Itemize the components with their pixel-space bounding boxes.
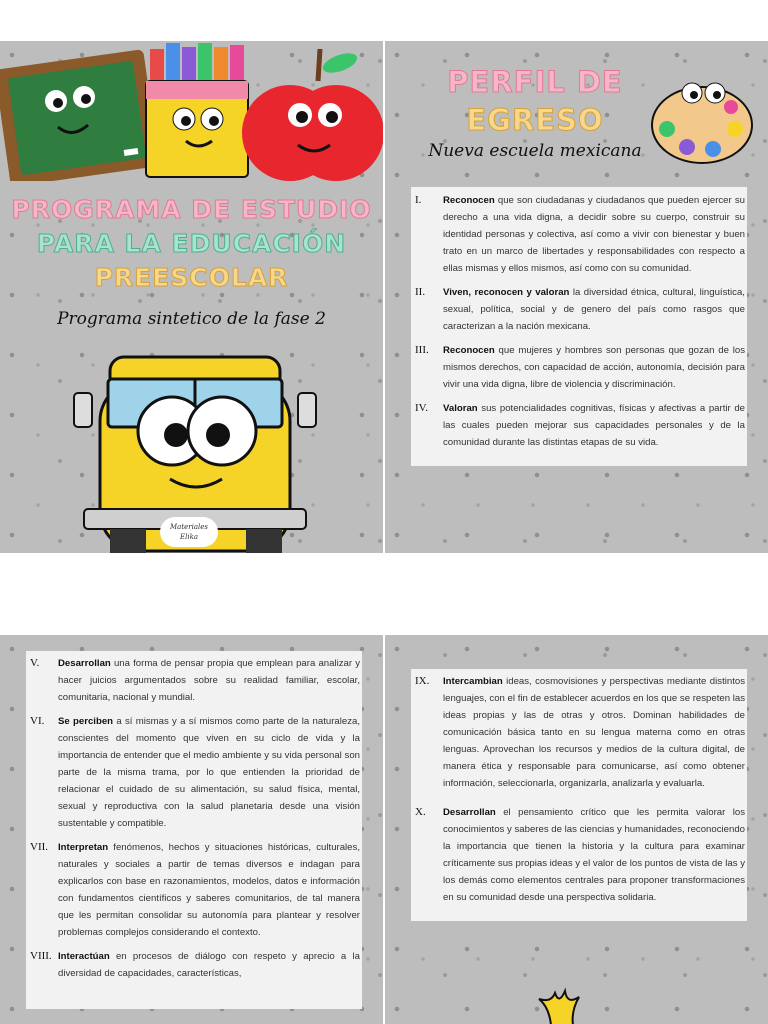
item-keyword: Viven, reconocen y valoran <box>443 287 570 298</box>
item-keyword: Valoran <box>443 403 478 414</box>
cover-title <box>0 193 383 295</box>
list-item <box>415 804 745 906</box>
page-cover <box>0 41 383 553</box>
cover-title-line-2: PARA LA EDUCACIÓN <box>36 229 347 258</box>
chalkboard-icon <box>0 49 159 181</box>
cover-illustration <box>0 41 383 181</box>
item-number: VI. <box>30 715 45 727</box>
crayon-box-icon <box>146 43 248 177</box>
item-text: la diversidad étnica, cultural, linguística, sexual, política, social y de genero del país como rasgos que caracterizan a la nación mexicana. <box>443 287 745 332</box>
item-number: II. <box>415 286 426 298</box>
item-text: que mujeres y hombres son personas que gozan de los mismos derechos, con capacidad de acción, autonomía, decisión para vivir una vida digna, libre de violencia y discriminación. <box>443 345 745 390</box>
cover-title-line-3: PREESCOLAR <box>94 263 289 292</box>
item-number: IX. <box>415 675 430 687</box>
cover-subtitle: Programa sintetico de la fase 2 <box>57 309 326 329</box>
paint-splash-icon <box>531 985 591 1024</box>
page-perfil-end <box>385 635 768 1024</box>
list-item <box>415 284 745 335</box>
item-text: fenómenos, hechos y situaciones históricas, culturales, naturales y sociales a partir de temas diversos e indagan para explicarlos con base en razonamientos, modelos, datos e información con fundamentos científicos y saberes comunitarios, de tal manera que les permitan consolidar su autonomía para plantear y resolver problemas complejos considerando el contexto. <box>58 842 360 938</box>
item-number: III. <box>415 344 429 356</box>
brand-logo: Materiales Elika <box>160 517 218 547</box>
perfil-list-2 <box>26 651 362 1009</box>
list-item <box>415 192 745 277</box>
item-keyword: Interpretan <box>58 842 109 853</box>
perfil-title-line-1: PERFIL DE <box>447 65 623 99</box>
item-text: a sí mismas y a sí mismos como parte de la naturaleza, conscientes del momento que viven en su ciclo de vida y la importancia de entender que el medio ambiente y su vida personal son parte de la misma trama, por lo que entienden la prioridad de relacionar el cuidado de su alimentación, su salud física, mental, sexual y reproductiva con la salud planetaria desde una visión sustentable y compatible. <box>58 716 361 829</box>
item-number: V. <box>30 657 40 669</box>
item-keyword: Desarrollan <box>443 807 496 818</box>
page-perfil-continuation <box>0 635 383 1024</box>
list-item <box>30 839 360 941</box>
item-keyword: Interactúan <box>58 951 110 962</box>
paint-palette-icon <box>647 69 757 169</box>
item-keyword: Reconocen <box>443 195 495 206</box>
apple-icon <box>242 49 383 181</box>
item-keyword: Desarrollan <box>58 658 111 669</box>
perfil-title-line-2: EGRESO <box>466 103 604 137</box>
list-item <box>415 400 745 451</box>
item-number: VIII. <box>30 950 52 962</box>
list-item <box>415 673 745 792</box>
page-perfil-egreso <box>385 41 768 553</box>
list-item <box>30 655 360 706</box>
item-keyword: Se perciben <box>58 716 114 727</box>
item-number: VII. <box>30 841 49 853</box>
item-text: sus potencialidades cognitivas, físicas y afectivas a partir de las cuales pueden mejorar sus capacidades personales y de la comunidad durante las distintas etapas de su vida. <box>443 403 745 448</box>
cover-title-line-1: PROGRAMA DE ESTUDIO <box>11 195 372 224</box>
item-text: una forma de pensar propia que emplean para analizar y hacer juicios argumentados sobre su realidad familiar, escolar, comunitaria, nacional y mundial. <box>58 658 360 703</box>
item-text: que son ciudadanas y ciudadanos que pueden ejercer su derecho a una vida digna, a decidir sobre su cuerpo, construir su identidad personas y colectiva, así como a vivir con bienestar y buen trato en un marco de libertades y responsabilidades con respecto a ellas mismas y ellos mismos, así como con su comunidad. <box>443 195 745 274</box>
item-number: IV. <box>415 402 428 414</box>
perfil-subtitle: Nueva escuela mexicana <box>428 141 642 161</box>
item-text: el pensamiento crítico que les permita valorar los conocimientos y saberes de las ciencias y humanidades, reconociendo la importancia que tienen la historia y la cultura para examinar críticamente sus propias ideas y el valor de los puntos de vista de las y los demás como elementos centrales para proponer transformaciones en su comunidad desde una perspectiva solidaria. <box>443 807 745 903</box>
list-item <box>30 713 360 832</box>
perfil-list-1 <box>411 187 747 466</box>
perfil-title <box>425 63 645 139</box>
item-keyword: Reconocen <box>443 345 495 356</box>
item-text: en procesos de diálogo con respeto y aprecio a la diversidad de capacidades, características, <box>58 951 360 979</box>
list-item <box>415 342 745 393</box>
item-number: I. <box>415 194 422 206</box>
perfil-list-3 <box>411 669 747 921</box>
list-item <box>30 948 360 982</box>
item-keyword: Intercambian <box>443 676 503 687</box>
item-number: X. <box>415 806 426 818</box>
item-text: ideas, cosmovisiones y perspectivas mediante distintos lenguajes, con el fin de establecer acuerdos en los que se respeten las ideas propias y las de otras y otros. Dominan habilidades de comunicación básica tanto en su lengua materna como en otras lenguas. Aprovechan los recursos y medios de la cultura digital, de manera ética y responsable para comunicarse, así como obtener información, seleccionarla, organizarla, analizarla y evaluarla. <box>443 676 745 789</box>
